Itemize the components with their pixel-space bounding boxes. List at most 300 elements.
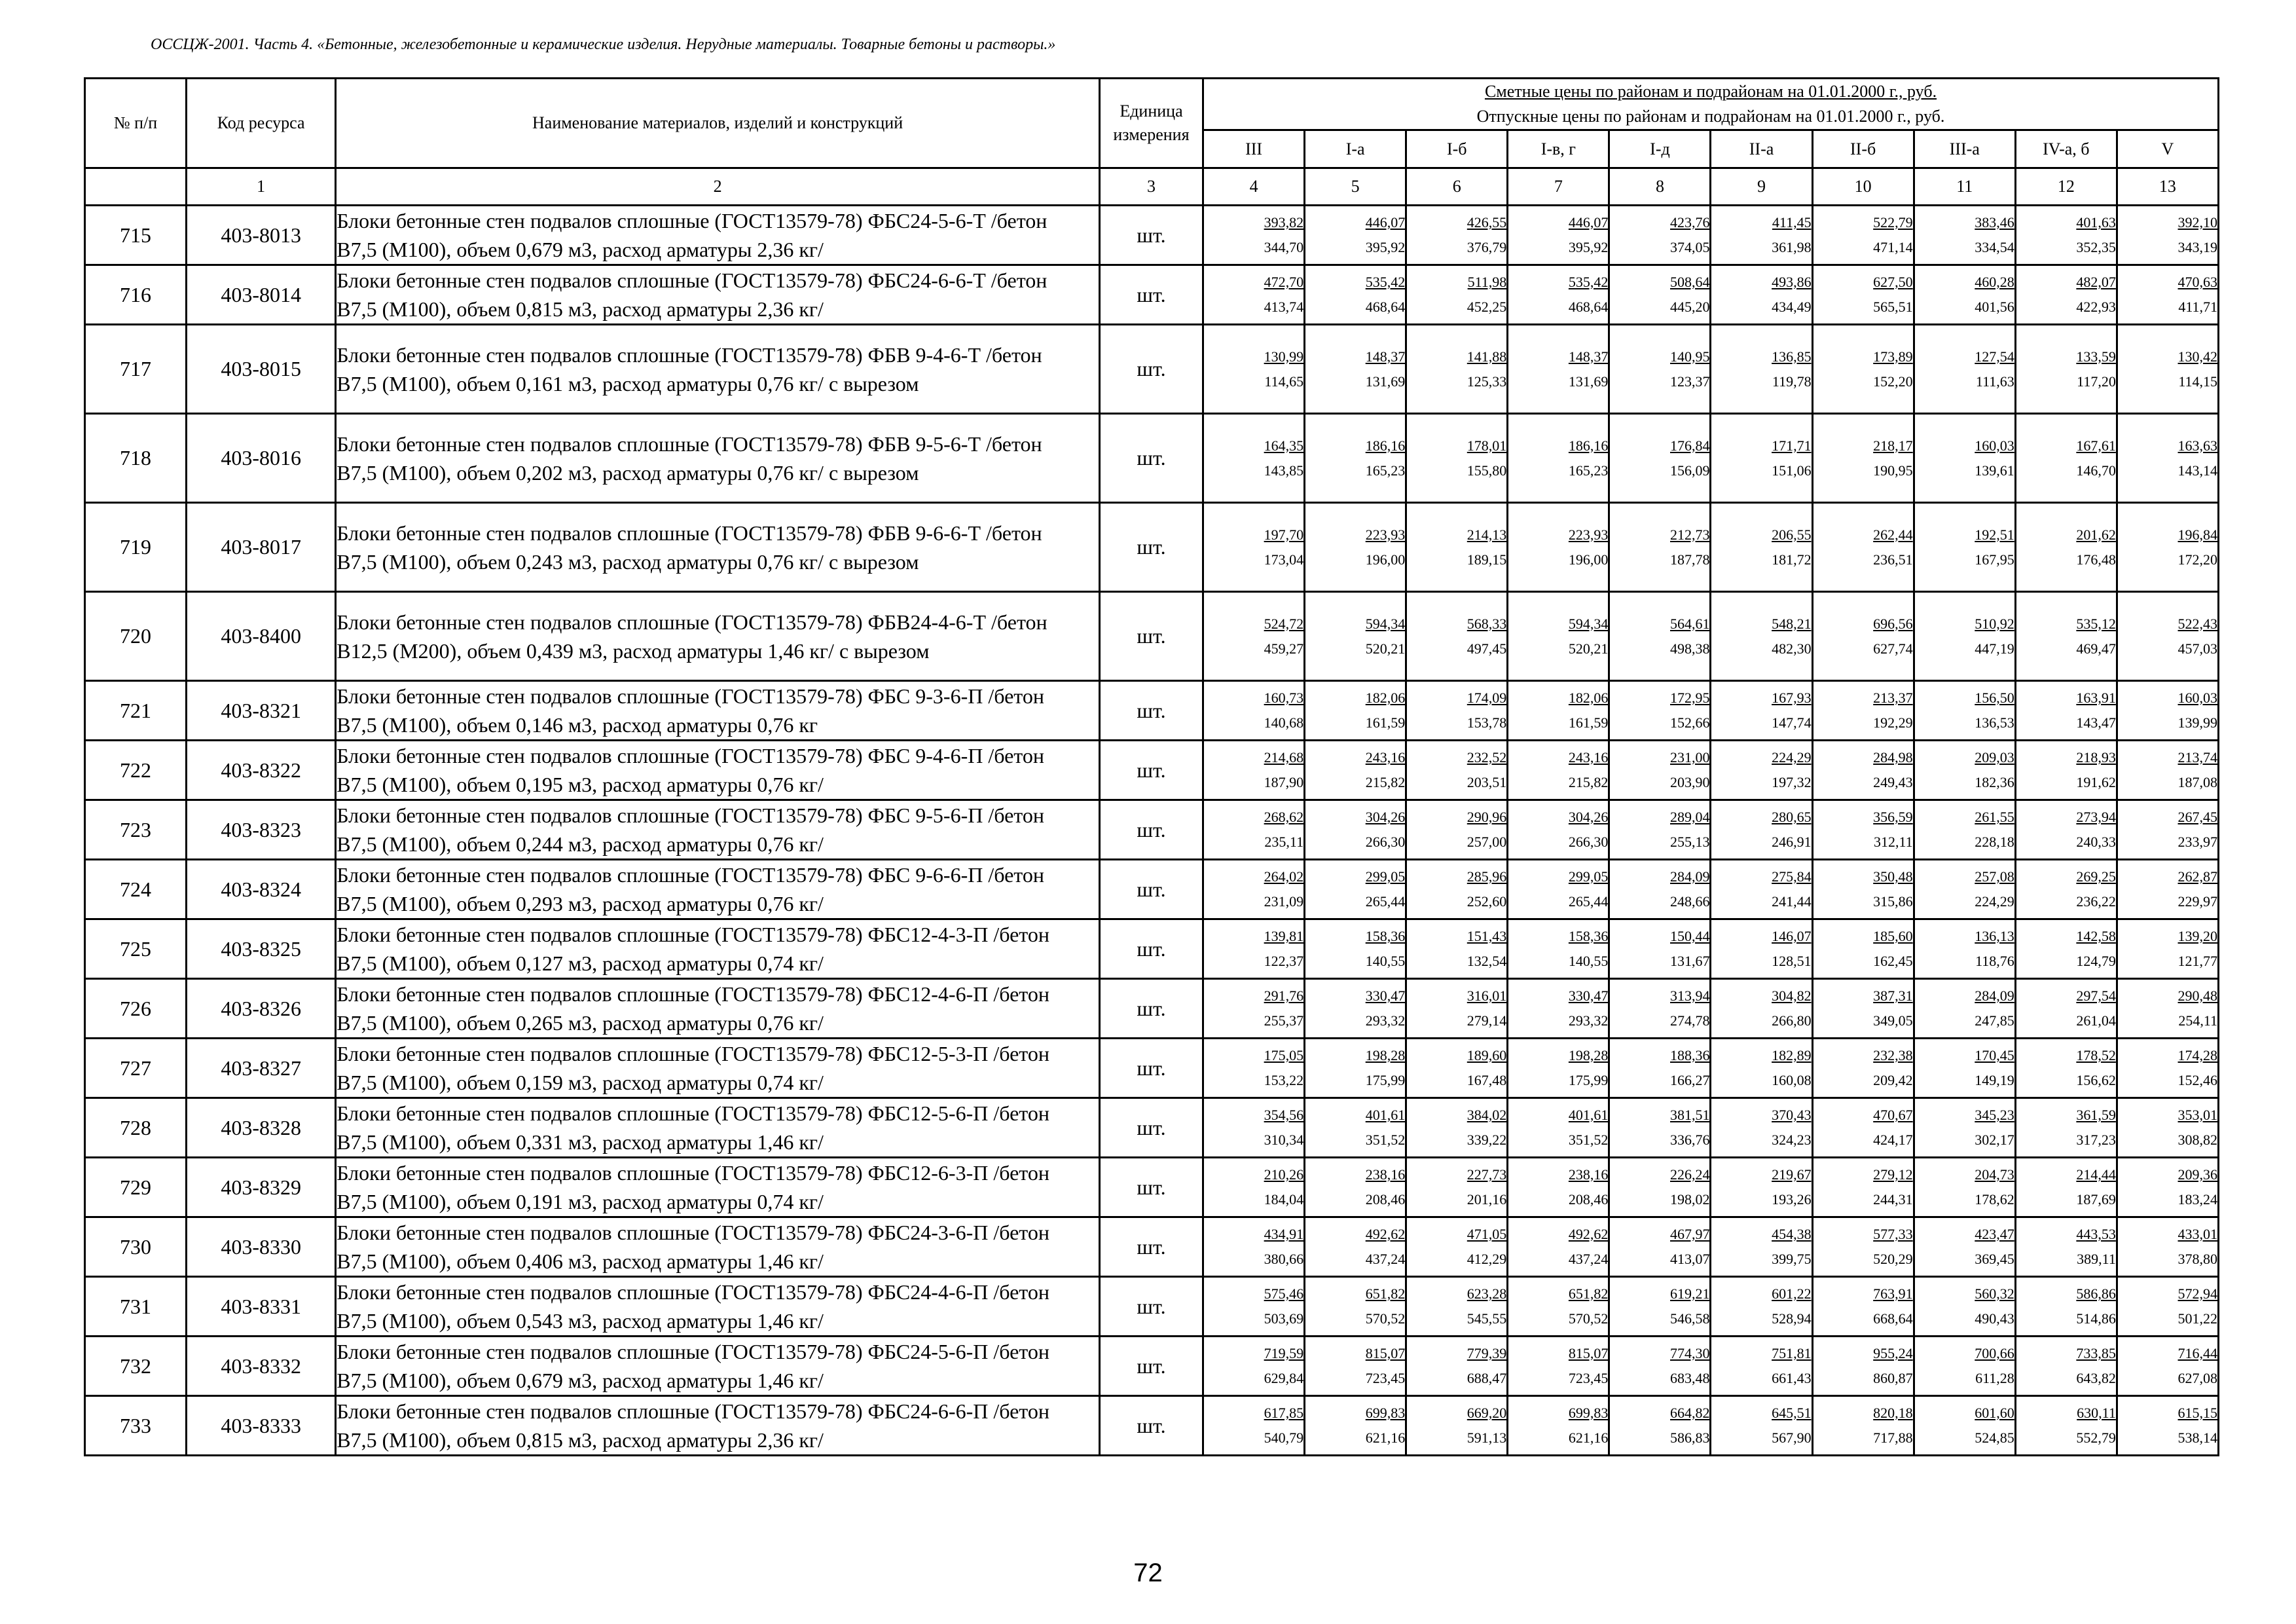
- estimate-price: 493,86: [1772, 274, 1812, 290]
- price-cell: [2117, 800, 2218, 860]
- price-cell: [1406, 919, 1508, 979]
- estimate-price: 645,51: [1772, 1405, 1812, 1421]
- item-name: [336, 1277, 1100, 1337]
- wholesale-price: 149,19: [1975, 1072, 2014, 1088]
- price-cell: [1711, 414, 1812, 503]
- region-header: III-а: [1914, 130, 2015, 168]
- wholesale-price: 334,54: [1975, 239, 2014, 255]
- estimate-price: 212,73: [1669, 526, 1710, 543]
- estimate-price: 575,46: [1264, 1285, 1304, 1302]
- estimate-price: 279,12: [1873, 1166, 1913, 1183]
- wholesale-price: 552,79: [2076, 1430, 2116, 1446]
- wholesale-price: 161,59: [1568, 714, 1609, 731]
- estimate-price: 219,67: [1772, 1166, 1812, 1183]
- price-cell: [1711, 741, 1812, 800]
- estimate-price: 163,63: [2178, 437, 2217, 454]
- unit-of-measure: шт.: [1099, 1396, 1203, 1456]
- wholesale-price: 233,97: [2178, 834, 2217, 850]
- price-cell: [1508, 1039, 1609, 1098]
- wholesale-price: 688,47: [1467, 1370, 1507, 1386]
- item-name-line-1: Блоки бетонные стен подвалов сплошные (ГОСТ13579-78) ФБС 9-6-6-П /бетон: [337, 863, 1044, 887]
- table-row: [85, 979, 2219, 1039]
- wholesale-price: 178,62: [1975, 1191, 2014, 1208]
- wholesale-price: 191,62: [2076, 774, 2116, 790]
- wholesale-price: 161,59: [1365, 714, 1406, 731]
- price-cell: [1508, 414, 1609, 503]
- price-cell: [2015, 1396, 2117, 1456]
- estimate-price: 313,94: [1669, 987, 1710, 1004]
- unit-of-measure: шт.: [1099, 681, 1203, 741]
- estimate-price: 188,36: [1669, 1047, 1710, 1063]
- wholesale-price: 520,29: [1873, 1251, 1913, 1267]
- price-cell: [1914, 414, 2015, 503]
- item-name-line-2: В7,5 (М100), объем 0,543 м3, расход арматуры 1,46 кг/: [337, 1309, 824, 1333]
- resource-code: 403-8322: [187, 741, 336, 800]
- wholesale-price: 231,09: [1264, 893, 1304, 910]
- price-cell: [1406, 265, 1508, 325]
- wholesale-price: 187,69: [2076, 1191, 2116, 1208]
- table-row: [85, 503, 2219, 592]
- column-number: 5: [1305, 168, 1406, 206]
- price-cell: [1711, 206, 1812, 265]
- price-cell: [1812, 265, 1914, 325]
- price-cell: [1406, 1098, 1508, 1158]
- price-cell: [1406, 860, 1508, 919]
- estimate-price: 186,16: [1568, 437, 1609, 454]
- wholesale-price: 723,45: [1365, 1370, 1406, 1386]
- wholesale-price: 184,04: [1264, 1191, 1304, 1208]
- estimate-price: 171,71: [1772, 437, 1812, 454]
- price-cell: [1609, 979, 1711, 1039]
- estimate-price: 719,59: [1264, 1345, 1304, 1361]
- wholesale-price: 152,20: [1873, 373, 1913, 390]
- estimate-price: 411,45: [1772, 214, 1812, 231]
- wholesale-price: 339,22: [1467, 1132, 1507, 1148]
- price-cell: [2117, 1217, 2218, 1277]
- table-row: [85, 325, 2219, 414]
- item-name-line-1: Блоки бетонные стен подвалов сплошные (ГОСТ13579-78) ФБВ 9-5-6-Т /бетон: [337, 432, 1042, 456]
- estimate-price: 218,17: [1873, 437, 1913, 454]
- wholesale-price: 324,23: [1772, 1132, 1812, 1148]
- price-cell: [1609, 741, 1711, 800]
- wholesale-price: 111,63: [1975, 373, 2014, 390]
- item-name-line-1: Блоки бетонные стен подвалов сплошные (ГОСТ13579-78) ФБС24-3-6-П /бетон: [337, 1221, 1049, 1244]
- estimate-price: 577,33: [1873, 1226, 1913, 1242]
- price-cell: [1406, 741, 1508, 800]
- estimate-price: 139,81: [1264, 928, 1304, 944]
- price-cell: [1508, 1217, 1609, 1277]
- estimate-price: 224,29: [1772, 749, 1812, 766]
- price-cell: [1711, 979, 1812, 1039]
- item-name: [336, 681, 1100, 741]
- item-name: [336, 919, 1100, 979]
- wholesale-price: 520,21: [1365, 640, 1406, 657]
- estimate-price: 345,23: [1975, 1107, 2014, 1123]
- estimate-price: 284,98: [1873, 749, 1913, 766]
- price-cell: [1711, 1158, 1812, 1217]
- price-cell: [1812, 1098, 1914, 1158]
- wholesale-price: 424,17: [1873, 1132, 1913, 1148]
- estimate-price: 268,62: [1264, 809, 1304, 825]
- table-row: [85, 1039, 2219, 1098]
- price-cell: [1812, 1337, 1914, 1396]
- item-name: [336, 265, 1100, 325]
- wholesale-price: 152,46: [2178, 1072, 2217, 1088]
- column-number: 7: [1508, 168, 1609, 206]
- wholesale-price: 140,55: [1568, 953, 1609, 969]
- estimate-price: 361,59: [2076, 1107, 2116, 1123]
- estimate-price: 299,05: [1568, 868, 1609, 885]
- estimate-price: 167,93: [1772, 690, 1812, 706]
- wholesale-price: 156,09: [1669, 462, 1710, 479]
- item-name-line-2: В7,5 (М100), объем 0,243 м3, расход арматуры 0,76 кг/ с вырезом: [337, 549, 919, 574]
- estimate-price: 443,53: [2076, 1226, 2116, 1242]
- region-header: V: [2117, 130, 2218, 168]
- estimate-price: 275,84: [1772, 868, 1812, 885]
- document-header: ОССЦЖ-2001. Часть 4. «Бетонные, железобетонные и керамические изделия. Нерудные материалы. Товарные бетоны и растворы.»: [151, 36, 1056, 53]
- row-number: 724: [85, 860, 187, 919]
- wholesale-price: 308,82: [2178, 1132, 2217, 1148]
- price-cell: [2015, 592, 2117, 681]
- wholesale-price: 514,86: [2076, 1310, 2116, 1327]
- table-row: [85, 1396, 2219, 1456]
- price-cell: [1914, 681, 2015, 741]
- unit-of-measure: шт.: [1099, 800, 1203, 860]
- price-cell: [1812, 592, 1914, 681]
- price-title-wholesale: Отпускные цены по районам и подрайонам на 01.01.2000 г., руб.: [1476, 107, 1945, 126]
- price-cell: [1406, 1337, 1508, 1396]
- wholesale-price: 261,04: [2076, 1012, 2116, 1029]
- wholesale-price: 452,25: [1467, 299, 1507, 315]
- wholesale-price: 114,15: [2178, 373, 2217, 390]
- estimate-price: 167,61: [2076, 437, 2116, 454]
- column-number-blank: [85, 168, 187, 206]
- price-cell: [2015, 1098, 2117, 1158]
- wholesale-price: 208,46: [1365, 1191, 1406, 1208]
- estimate-price: 434,91: [1264, 1226, 1304, 1242]
- estimate-price: 267,45: [2178, 809, 2217, 825]
- price-cell: [2015, 206, 2117, 265]
- estimate-price: 257,08: [1975, 868, 2014, 885]
- price-cell: [1914, 919, 2015, 979]
- wholesale-price: 121,77: [2178, 953, 2217, 969]
- wholesale-price: 156,62: [2076, 1072, 2116, 1088]
- table-row: [85, 860, 2219, 919]
- wholesale-price: 215,82: [1365, 774, 1406, 790]
- price-table: [84, 77, 2219, 1456]
- wholesale-price: 538,14: [2178, 1430, 2217, 1446]
- wholesale-price: 247,85: [1975, 1012, 2014, 1029]
- wholesale-price: 621,16: [1365, 1430, 1406, 1446]
- wholesale-price: 459,27: [1264, 640, 1304, 657]
- price-cell: [1508, 206, 1609, 265]
- wholesale-price: 302,17: [1975, 1132, 2014, 1148]
- table-row: [85, 681, 2219, 741]
- region-header: III: [1203, 130, 1305, 168]
- estimate-price: 669,20: [1467, 1405, 1507, 1421]
- unit-of-measure: шт.: [1099, 325, 1203, 414]
- item-name: [336, 1337, 1100, 1396]
- unit-of-measure: шт.: [1099, 979, 1203, 1039]
- price-cell: [1609, 206, 1711, 265]
- wholesale-price: 389,11: [2077, 1251, 2116, 1267]
- estimate-price: 524,72: [1264, 615, 1304, 632]
- price-cell: [2015, 1217, 2117, 1277]
- estimate-price: 291,76: [1264, 987, 1304, 1004]
- estimate-price: 156,50: [1975, 690, 2014, 706]
- price-cell: [2015, 800, 2117, 860]
- estimate-price: 148,37: [1365, 348, 1406, 365]
- estimate-price: 815,07: [1365, 1345, 1406, 1361]
- unit-of-measure: шт.: [1099, 860, 1203, 919]
- column-number: 1: [187, 168, 336, 206]
- wholesale-price: 412,29: [1467, 1251, 1507, 1267]
- price-cell: [1203, 919, 1305, 979]
- wholesale-price: 153,22: [1264, 1072, 1304, 1088]
- estimate-price: 423,47: [1975, 1226, 2014, 1242]
- price-cell: [1812, 919, 1914, 979]
- estimate-price: 223,93: [1365, 526, 1406, 543]
- item-name-line-1: Блоки бетонные стен подвалов сплошные (ГОСТ13579-78) ФБС24-6-6-Т /бетон: [337, 268, 1048, 292]
- resource-code: 403-8014: [187, 265, 336, 325]
- wholesale-price: 312,11: [1873, 834, 1913, 850]
- price-cell: [1812, 325, 1914, 414]
- wholesale-price: 279,14: [1467, 1012, 1507, 1029]
- wholesale-price: 132,54: [1467, 953, 1507, 969]
- table-row: [85, 741, 2219, 800]
- estimate-price: 175,05: [1264, 1047, 1304, 1063]
- row-number: 725: [85, 919, 187, 979]
- wholesale-price: 293,32: [1568, 1012, 1609, 1029]
- unit-of-measure: шт.: [1099, 592, 1203, 681]
- row-number: 730: [85, 1217, 187, 1277]
- wholesale-price: 136,53: [1975, 714, 2014, 731]
- unit-of-measure: шт.: [1099, 414, 1203, 503]
- estimate-price: 151,43: [1467, 928, 1507, 944]
- estimate-price: 223,93: [1568, 526, 1609, 543]
- table-row: [85, 1277, 2219, 1337]
- price-cell: [2117, 325, 2218, 414]
- region-header: I-в, г: [1508, 130, 1609, 168]
- wholesale-price: 351,52: [1568, 1132, 1609, 1148]
- wholesale-price: 147,74: [1772, 714, 1812, 731]
- price-cell: [1406, 1217, 1508, 1277]
- price-cell: [2117, 1158, 2218, 1217]
- wholesale-price: 187,08: [2178, 774, 2217, 790]
- estimate-price: 130,99: [1264, 348, 1304, 365]
- item-name-line-2: В7,5 (М100), объем 0,679 м3, расход арматуры 1,46 кг/: [337, 1369, 824, 1392]
- price-cell: [2015, 1337, 2117, 1396]
- price-cell: [1812, 1277, 1914, 1337]
- row-number: 723: [85, 800, 187, 860]
- price-cell: [1914, 325, 2015, 414]
- price-cell: [1914, 206, 2015, 265]
- estimate-price: 316,01: [1467, 987, 1507, 1004]
- wholesale-price: 411,71: [2178, 299, 2217, 315]
- price-cell: [2117, 1396, 2218, 1456]
- estimate-price: 454,38: [1772, 1226, 1812, 1242]
- price-cell: [1305, 741, 1406, 800]
- item-name-line-2: В7,5 (М100), объем 0,815 м3, расход арматуры 2,36 кг/: [337, 297, 824, 321]
- wholesale-price: 167,48: [1467, 1072, 1507, 1088]
- price-cell: [1914, 979, 2015, 1039]
- item-name-line-2: В7,5 (М100), объем 0,679 м3, расход арматуры 2,36 кг/: [337, 238, 824, 261]
- col-header-prices: [1203, 79, 2219, 130]
- wholesale-price: 378,80: [2178, 1251, 2217, 1267]
- price-cell: [1406, 1277, 1508, 1337]
- price-cell: [1812, 860, 1914, 919]
- wholesale-price: 190,95: [1873, 462, 1913, 479]
- wholesale-price: 860,87: [1873, 1370, 1913, 1386]
- estimate-price: 393,82: [1264, 214, 1304, 231]
- item-name: [336, 1158, 1100, 1217]
- estimate-price: 140,95: [1669, 348, 1710, 365]
- estimate-price: 651,82: [1568, 1285, 1609, 1302]
- price-cell: [2117, 1337, 2218, 1396]
- wholesale-price: 540,79: [1264, 1430, 1304, 1446]
- wholesale-price: 196,00: [1365, 551, 1406, 568]
- estimate-price: 733,85: [2076, 1345, 2116, 1361]
- estimate-price: 522,79: [1873, 214, 1913, 231]
- item-name: [336, 1217, 1100, 1277]
- table-body: [85, 206, 2219, 1456]
- price-cell: [1914, 800, 2015, 860]
- col-header-unit: Единица измерения: [1099, 79, 1203, 168]
- wholesale-price: 265,44: [1365, 893, 1406, 910]
- estimate-price: 751,81: [1772, 1345, 1812, 1361]
- resource-code: 403-8015: [187, 325, 336, 414]
- wholesale-price: 266,80: [1772, 1012, 1812, 1029]
- estimate-price: 617,85: [1264, 1405, 1304, 1421]
- row-number: 729: [85, 1158, 187, 1217]
- resource-code: 403-8013: [187, 206, 336, 265]
- row-number: 718: [85, 414, 187, 503]
- estimate-price: 172,95: [1669, 690, 1710, 706]
- estimate-price: 158,36: [1568, 928, 1609, 944]
- item-name-line-2: В7,5 (М100), объем 0,191 м3, расход арматуры 0,74 кг/: [337, 1190, 824, 1213]
- wholesale-price: 244,31: [1873, 1191, 1913, 1208]
- wholesale-price: 139,99: [2178, 714, 2217, 731]
- estimate-price: 148,37: [1568, 348, 1609, 365]
- wholesale-price: 197,32: [1772, 774, 1812, 790]
- price-cell: [1508, 503, 1609, 592]
- item-name: [336, 325, 1100, 414]
- wholesale-price: 131,69: [1568, 373, 1609, 390]
- price-cell: [1914, 592, 2015, 681]
- wholesale-price: 228,18: [1975, 834, 2014, 850]
- price-cell: [1914, 1396, 2015, 1456]
- row-number: 716: [85, 265, 187, 325]
- column-number: 11: [1914, 168, 2015, 206]
- estimate-price: 160,03: [1975, 437, 2014, 454]
- wholesale-price: 139,61: [1975, 462, 2014, 479]
- wholesale-price: 343,19: [2178, 239, 2217, 255]
- resource-code: 403-8323: [187, 800, 336, 860]
- price-cell: [1711, 265, 1812, 325]
- price-cell: [1914, 265, 2015, 325]
- wholesale-price: 124,79: [2076, 953, 2116, 969]
- row-number: 720: [85, 592, 187, 681]
- wholesale-price: 643,82: [2076, 1370, 2116, 1386]
- estimate-price: 141,88: [1467, 348, 1507, 365]
- wholesale-price: 621,16: [1568, 1430, 1609, 1446]
- wholesale-price: 125,33: [1467, 373, 1507, 390]
- estimate-price: 446,07: [1568, 214, 1609, 231]
- price-cell: [1609, 919, 1711, 979]
- wholesale-price: 187,78: [1669, 551, 1710, 568]
- estimate-price: 492,62: [1568, 1226, 1609, 1242]
- wholesale-price: 503,69: [1264, 1310, 1304, 1327]
- row-number: 721: [85, 681, 187, 741]
- estimate-price: 299,05: [1365, 868, 1406, 885]
- estimate-price: 297,54: [2076, 987, 2116, 1004]
- wholesale-price: 457,03: [2178, 640, 2217, 657]
- wholesale-price: 422,93: [2076, 299, 2116, 315]
- wholesale-price: 175,99: [1365, 1072, 1406, 1088]
- unit-of-measure: шт.: [1099, 503, 1203, 592]
- wholesale-price: 203,51: [1467, 774, 1507, 790]
- unit-of-measure: шт.: [1099, 1337, 1203, 1396]
- price-cell: [1508, 325, 1609, 414]
- price-cell: [1203, 325, 1305, 414]
- estimate-price: 470,67: [1873, 1107, 1913, 1123]
- estimate-price: 401,61: [1568, 1107, 1609, 1123]
- column-number: 9: [1711, 168, 1812, 206]
- estimate-price: 142,58: [2076, 928, 2116, 944]
- wholesale-price: 490,43: [1975, 1310, 2014, 1327]
- wholesale-price: 570,52: [1568, 1310, 1609, 1327]
- price-cell: [1812, 1039, 1914, 1098]
- wholesale-price: 351,52: [1365, 1132, 1406, 1148]
- column-number: 8: [1609, 168, 1711, 206]
- price-cell: [1711, 325, 1812, 414]
- wholesale-price: 254,11: [2178, 1012, 2217, 1029]
- column-number: 4: [1203, 168, 1305, 206]
- price-cell: [1305, 1277, 1406, 1337]
- price-cell: [1609, 265, 1711, 325]
- estimate-price: 150,44: [1669, 928, 1710, 944]
- price-cell: [1812, 1158, 1914, 1217]
- unit-of-measure: шт.: [1099, 1158, 1203, 1217]
- estimate-price: 214,44: [2076, 1166, 2116, 1183]
- price-cell: [1711, 919, 1812, 979]
- wholesale-price: 317,23: [2076, 1132, 2116, 1148]
- unit-of-measure: шт.: [1099, 919, 1203, 979]
- wholesale-price: 131,67: [1669, 953, 1710, 969]
- wholesale-price: 395,92: [1568, 239, 1609, 255]
- price-cell: [1305, 1396, 1406, 1456]
- estimate-price: 423,76: [1669, 214, 1710, 231]
- item-name: [336, 741, 1100, 800]
- row-number: 728: [85, 1098, 187, 1158]
- wholesale-price: 131,69: [1365, 373, 1406, 390]
- region-header: II-б: [1812, 130, 1914, 168]
- item-name-line-2: В7,5 (М100), объем 0,815 м3, расход арматуры 2,36 кг/: [337, 1428, 824, 1452]
- wholesale-price: 140,55: [1365, 953, 1406, 969]
- wholesale-price: 235,11: [1264, 834, 1304, 850]
- estimate-price: 136,13: [1975, 928, 2014, 944]
- estimate-price: 387,31: [1873, 987, 1913, 1004]
- wholesale-price: 471,14: [1873, 239, 1913, 255]
- price-cell: [1508, 1277, 1609, 1337]
- table-row: [85, 1158, 2219, 1217]
- estimate-price: 226,24: [1669, 1166, 1710, 1183]
- price-cell: [2015, 1158, 2117, 1217]
- item-name-line-2: В7,5 (М100), объем 0,127 м3, расход арматуры 0,74 кг/: [337, 951, 824, 975]
- wholesale-price: 399,75: [1772, 1251, 1812, 1267]
- estimate-price: 243,16: [1365, 749, 1406, 766]
- estimate-price: 227,73: [1467, 1166, 1507, 1183]
